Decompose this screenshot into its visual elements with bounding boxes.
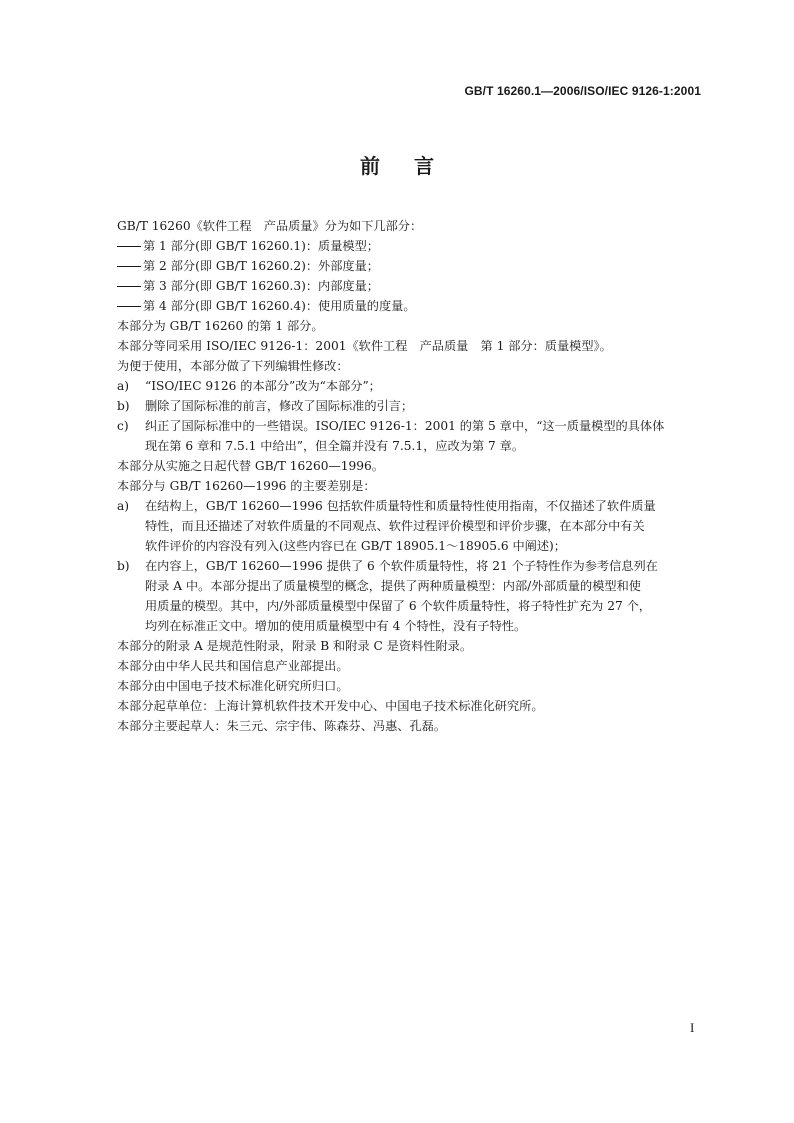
list-item-text: 纠正了国际标准中的一些错误。ISO/IEC 9126-1：2001 的第 5 章中，“这一质量模型的具体体 bbox=[145, 419, 665, 433]
page-number: I bbox=[690, 1020, 695, 1035]
intro-paragraph: GB/T 16260《软件工程 产品质量》分为如下几部分： bbox=[117, 219, 423, 233]
paragraph: 本部分为 GB/T 16260 的第 1 部分。 bbox=[117, 319, 324, 333]
list-marker: a) bbox=[117, 499, 130, 513]
list-item-text: 在内容上，GB/T 16260—1996 提供了 6 个软件质量特性，将 21 个子特性作为参考信息列在 bbox=[145, 559, 658, 573]
list-item-text: 软件评价的内容没有列入(这些内容已在 GB/T 18905.1～18905.6 中阐述)； bbox=[145, 539, 566, 553]
list-item-text: 在结构上，GB/T 16260—1996 包括软件质量特性和质量特性使用指南，不仅描述了软件质量 bbox=[145, 499, 656, 513]
standard-number-header: GB/T 16260.1—2006/ISO/IEC 9126-1:2001 bbox=[464, 84, 701, 98]
paragraph: 本部分等同采用 ISO/IEC 9126-1：2001《软件工程 产品质量 第 1 部分：质量模型》。 bbox=[117, 339, 612, 353]
part-list-item: 第 4 部分(即 GB/T 16260.4)：使用质量的度量。 bbox=[117, 296, 702, 316]
paragraph: 本部分由中华人民共和国信息产业部提出。 bbox=[117, 659, 349, 673]
foreword-body bbox=[117, 216, 702, 736]
dash-mark bbox=[117, 266, 141, 267]
paragraph: 本部分从实施之日起代替 GB/T 16260—1996。 bbox=[117, 459, 384, 473]
list-marker: c) bbox=[117, 419, 129, 433]
list-item-text: “ISO/IEC 9126 的本部分”改为“本部分”； bbox=[145, 379, 381, 393]
diff-list-item bbox=[117, 496, 702, 556]
dash-mark bbox=[117, 246, 141, 247]
part-list-item: 第 2 部分(即 GB/T 16260.2)：外部度量； bbox=[117, 256, 702, 276]
edit-list-item bbox=[117, 396, 702, 416]
list-marker: b) bbox=[117, 559, 130, 573]
dash-mark bbox=[117, 306, 141, 307]
paragraph: 为便于使用，本部分做了下列编辑性修改： bbox=[117, 359, 349, 373]
diff-list-item bbox=[117, 556, 702, 636]
edit-list-item bbox=[117, 416, 702, 456]
list-marker: b) bbox=[117, 399, 130, 413]
list-item-text: 现在第 6 章和 7.5.1 中给出”，但全篇并没有 7.5.1，应改为第 7 章。 bbox=[145, 439, 525, 453]
paragraph: 本部分的附录 A 是规范性附录，附录 B 和附录 C 是资料性附录。 bbox=[117, 639, 473, 653]
part-list-item: 第 3 部分(即 GB/T 16260.3)：内部度量； bbox=[117, 276, 702, 296]
edit-list-item bbox=[117, 376, 702, 396]
list-marker: a) bbox=[117, 379, 130, 393]
list-item-text: 均列在标准正文中。增加的使用质量模型中有 4 个特性，没有子特性。 bbox=[145, 619, 527, 633]
paragraph: 本部分起草单位：上海计算机软件技术开发中心、中国电子技术标准化研究所。 bbox=[117, 699, 544, 713]
list-item-text: 删除了国际标准的前言，修改了国际标准的引言； bbox=[145, 399, 414, 413]
dash-mark bbox=[117, 286, 141, 287]
part-list-item: 第 1 部分(即 GB/T 16260.1)：质量模型； bbox=[117, 236, 702, 256]
paragraph: 本部分主要起草人：朱三元、宗宇伟、陈森芬、冯惠、孔磊。 bbox=[117, 719, 447, 733]
list-item-text: 用质量的模型。其中，内/外部质量模型中保留了 6 个软件质量特性，将子特性扩充为 27 个， bbox=[145, 599, 651, 613]
list-item-text: 附录 A 中。本部分提出了质量模型的概念，提供了两种质量模型：内部/外部质量的模型和使 bbox=[145, 579, 641, 593]
paragraph: 本部分由中国电子技术标准化研究所归口。 bbox=[117, 679, 349, 693]
list-item-text: 特性，而且还描述了对软件质量的不同观点、软件过程评价模型和评价步骤，在本部分中有关 bbox=[145, 519, 645, 533]
paragraph: 本部分与 GB/T 16260—1996 的主要差别是： bbox=[117, 479, 376, 493]
page-title: 前言 bbox=[360, 154, 468, 178]
